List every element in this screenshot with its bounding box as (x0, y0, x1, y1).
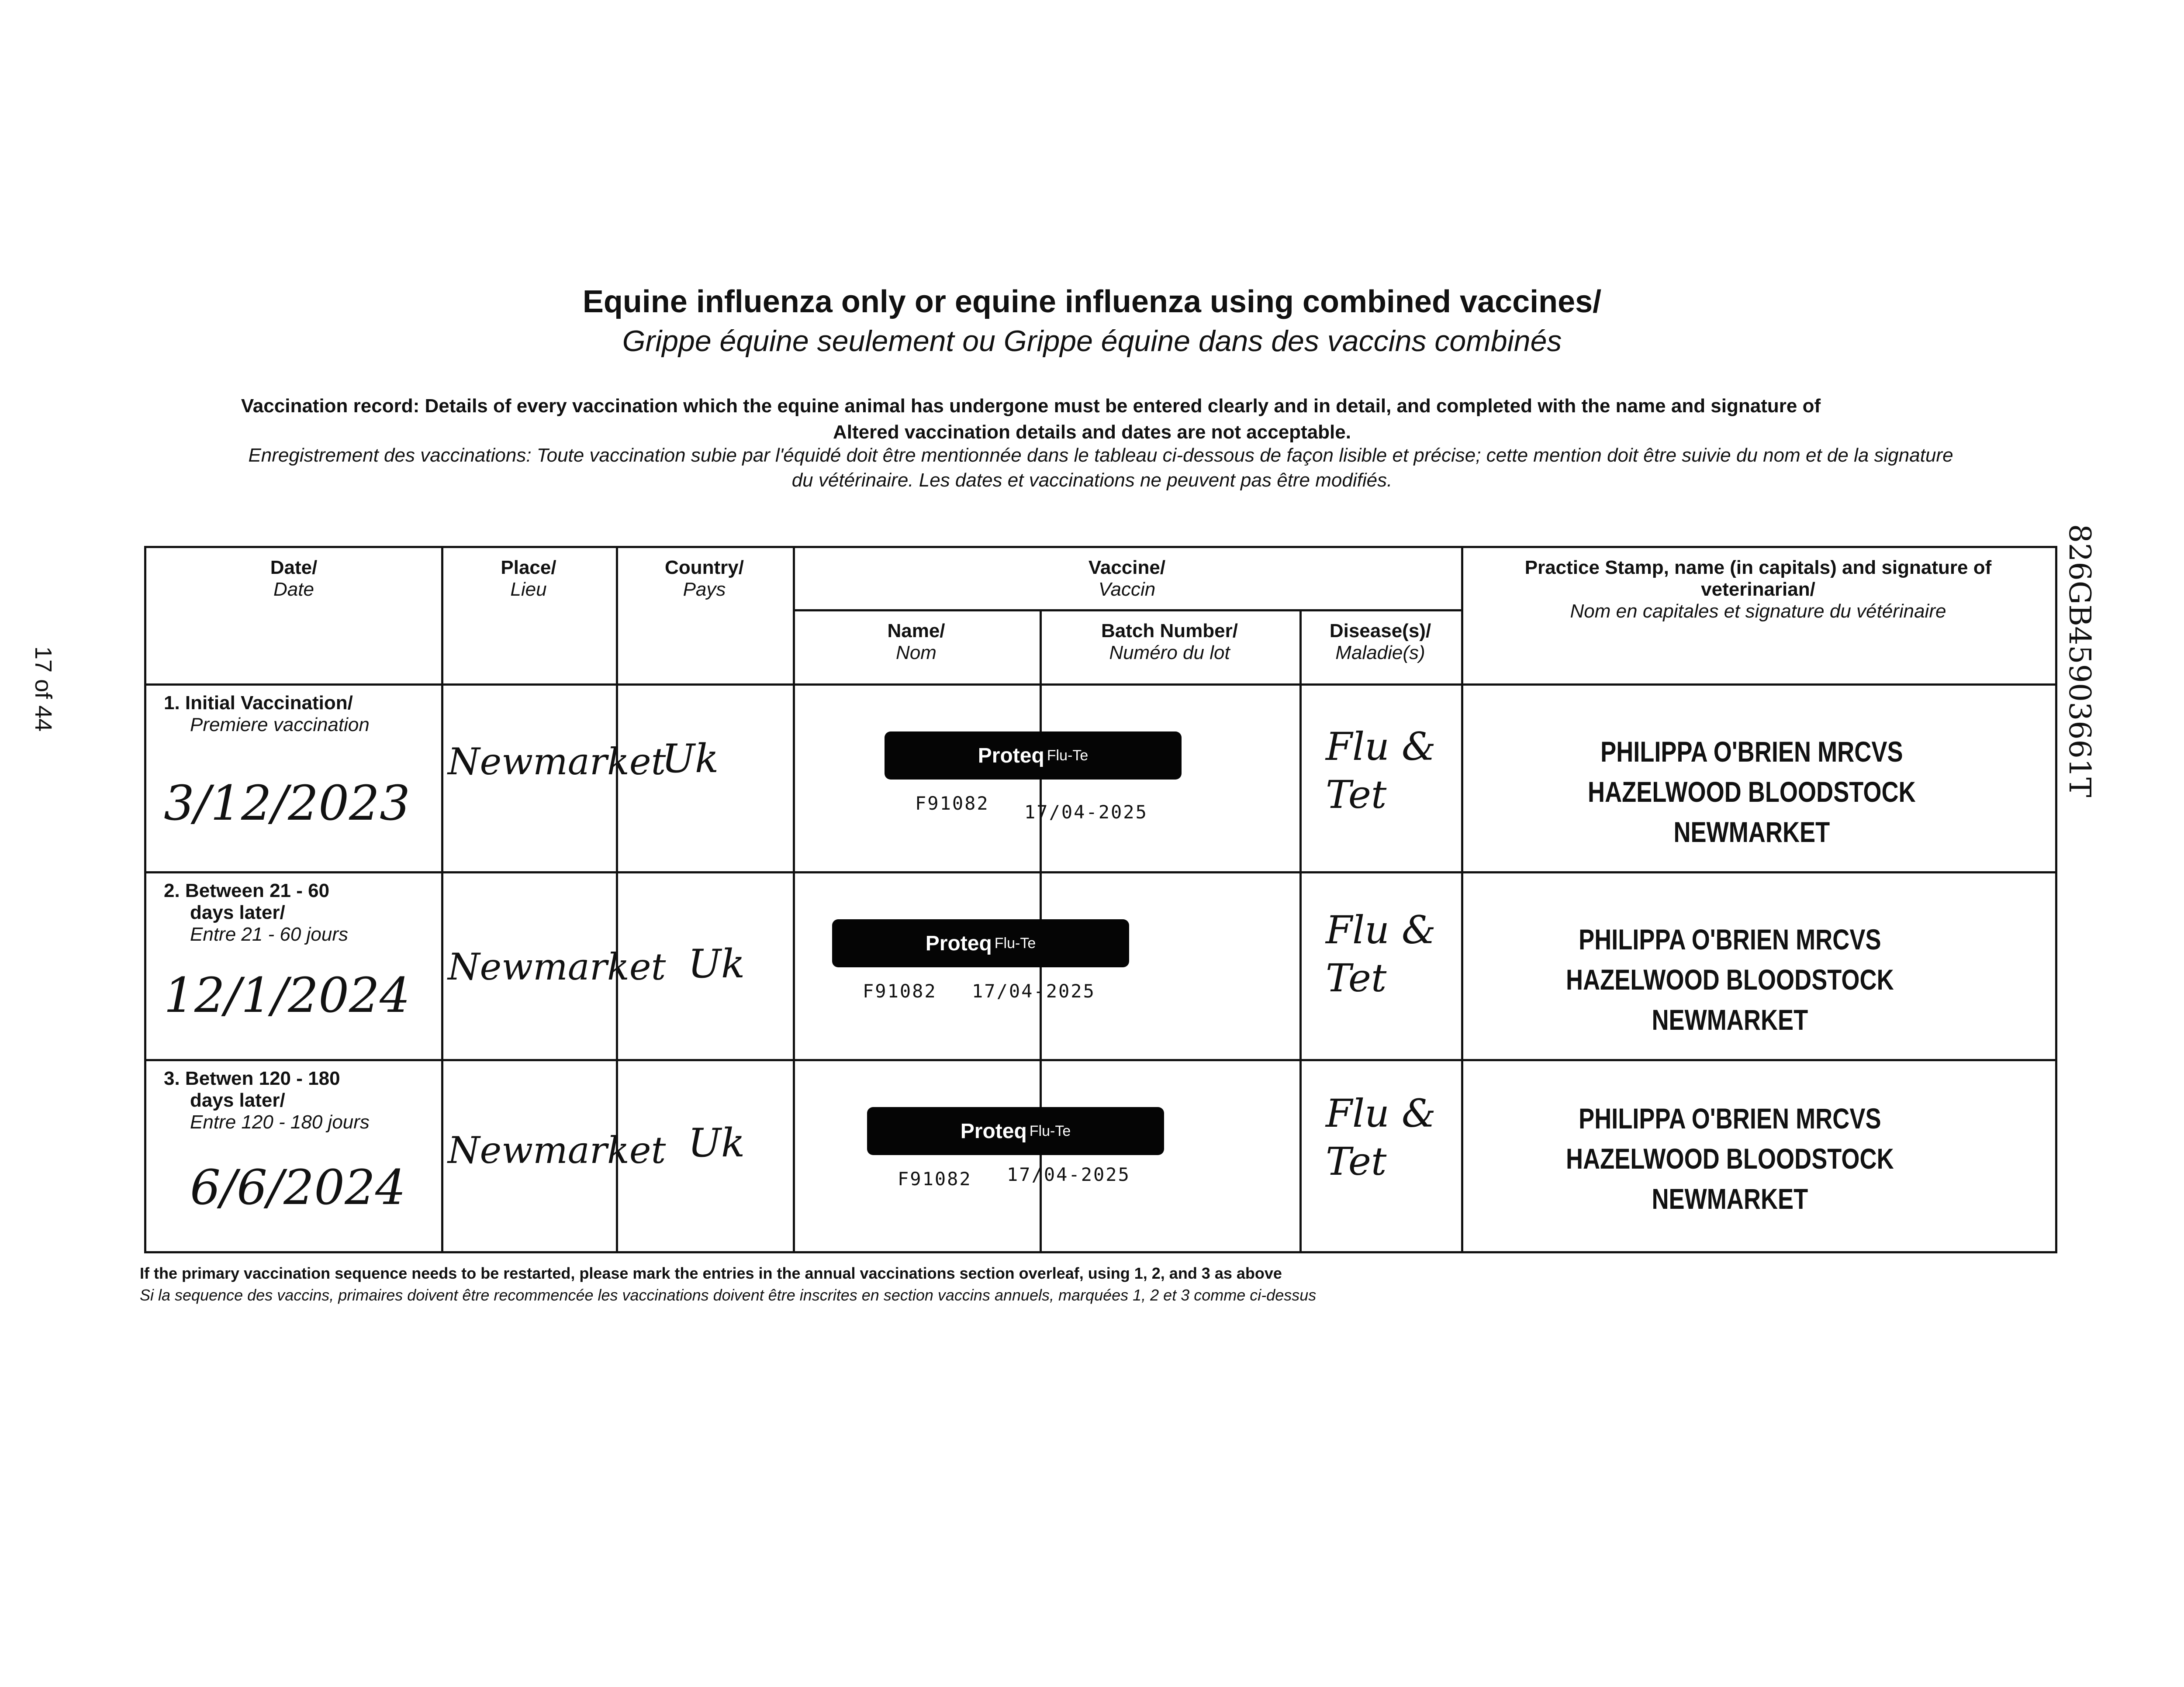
row-1-date: 3/12/2023 (164, 775, 411, 831)
row-3-stamp: PHILIPPA O'BRIEN MRCVS HAZELWOOD BLOODSTOCK NEWMARKET (1566, 1102, 1894, 1215)
row-3-batch: F91082 (898, 1168, 972, 1190)
passport-id: 826GB45903661T (2062, 524, 2097, 797)
footer-note-fr: Si la sequence des vaccins, primaires doivent être recommencée les vaccinations doivent être inscrites en section vaccins annuels, marquées 1, 2 et 3 comme ci-dessus (140, 1286, 1317, 1304)
row-3-place: Newmarket (448, 1129, 666, 1172)
header-name: Name/ Nom (887, 620, 945, 663)
header-date: Date/ Date (270, 557, 318, 600)
row-1-disease: Flu & Tet (1326, 724, 1436, 817)
page-subtitle: Grippe équine seulement ou Grippe équine dans des vaccins combinés (622, 324, 1562, 358)
row-divider (146, 683, 2055, 686)
page-number: 17 of 44 (30, 646, 56, 732)
row-1-country: Uk (662, 736, 719, 782)
row-3-date: 6/6/2024 (190, 1159, 406, 1215)
col-divider (1299, 609, 1302, 1251)
intro-line-2: Altered vaccination details and dates are not acceptable. (833, 421, 1351, 443)
row-2-stamp: PHILIPPA O'BRIEN MRCVS HAZELWOOD BLOODSTOCK NEWMARKET (1566, 923, 1894, 1036)
header-disease: Disease(s)/ Maladie(s) (1329, 620, 1431, 663)
row-3-country: Uk (688, 1120, 745, 1166)
row-3-label: 3. Betwen 120 - 180 days later/ Entre 120 - 180 jours (164, 1068, 370, 1133)
row-3-expiry: 17/04-2025 (1007, 1164, 1130, 1185)
row-2-country: Uk (688, 941, 745, 987)
page-title: Equine influenza only or equine influenza using combined vaccines/ (582, 284, 1602, 319)
intro-line-3: Enregistrement des vaccinations: Toute vaccination subie par l'équidé doit être mentionnée dans le tableau ci-dessous de façon lisible et précise; cette mention doit être suivie du nom et de la signature (248, 445, 1953, 466)
row-3-disease: Flu & Tet (1326, 1091, 1436, 1184)
row-2-disease: Flu & Tet (1326, 907, 1436, 1000)
vaccination-table (144, 546, 2057, 1253)
row-divider (146, 1059, 2055, 1061)
col-divider (1461, 548, 1463, 1251)
header-place: Place/ Lieu (501, 557, 556, 600)
row-divider (793, 609, 1461, 611)
row-divider (146, 871, 2055, 873)
row-2-date: 12/1/2024 (164, 967, 411, 1023)
row-2-label: 2. Between 21 - 60 days later/ Entre 21 - 60 jours (164, 880, 348, 945)
header-stamp: Practice Stamp, name (in capitals) and signature of veterinarian/ Nom en capitales et signature du vétérinaire (1524, 557, 1992, 622)
row-2-vaccine-label: Proteq Flu-Te (832, 919, 1129, 967)
header-vaccine: Vaccine/ Vaccin (1088, 557, 1166, 600)
row-1-vaccine-label: Proteq Flu-Te (885, 731, 1182, 780)
row-1-place: Newmarket (448, 740, 666, 783)
header-batch: Batch Number/ Numéro du lot (1101, 620, 1238, 663)
row-2-batch: F91082 (863, 980, 937, 1002)
row-2-expiry: 17/04-2025 (972, 980, 1095, 1002)
row-3-vaccine-label: Proteq Flu-Te (867, 1107, 1164, 1155)
row-1-stamp: PHILIPPA O'BRIEN MRCVS HAZELWOOD BLOODSTOCK NEWMARKET (1588, 735, 1916, 848)
row-2-place: Newmarket (448, 945, 666, 988)
header-country: Country/ Pays (665, 557, 744, 600)
row-1-batch: F91082 (915, 793, 989, 814)
row-1-expiry: 17/04-2025 (1024, 801, 1148, 823)
row-1-label: 1. Initial Vaccination/ Premiere vaccination (164, 692, 370, 735)
col-divider (441, 548, 443, 1251)
intro-line-1: Vaccination record: Details of every vaccination which the equine animal has undergone must be entered clearly and in detail, and completed with the name and signature of (241, 395, 1821, 417)
footer-note-en: If the primary vaccination sequence needs to be restarted, please mark the entries in the annual vaccinations section overleaf, using 1, 2, and 3 as above (140, 1264, 1282, 1282)
intro-line-4: du vétérinaire. Les dates et vaccinations ne peuvent pas être modifiés. (791, 469, 1393, 491)
